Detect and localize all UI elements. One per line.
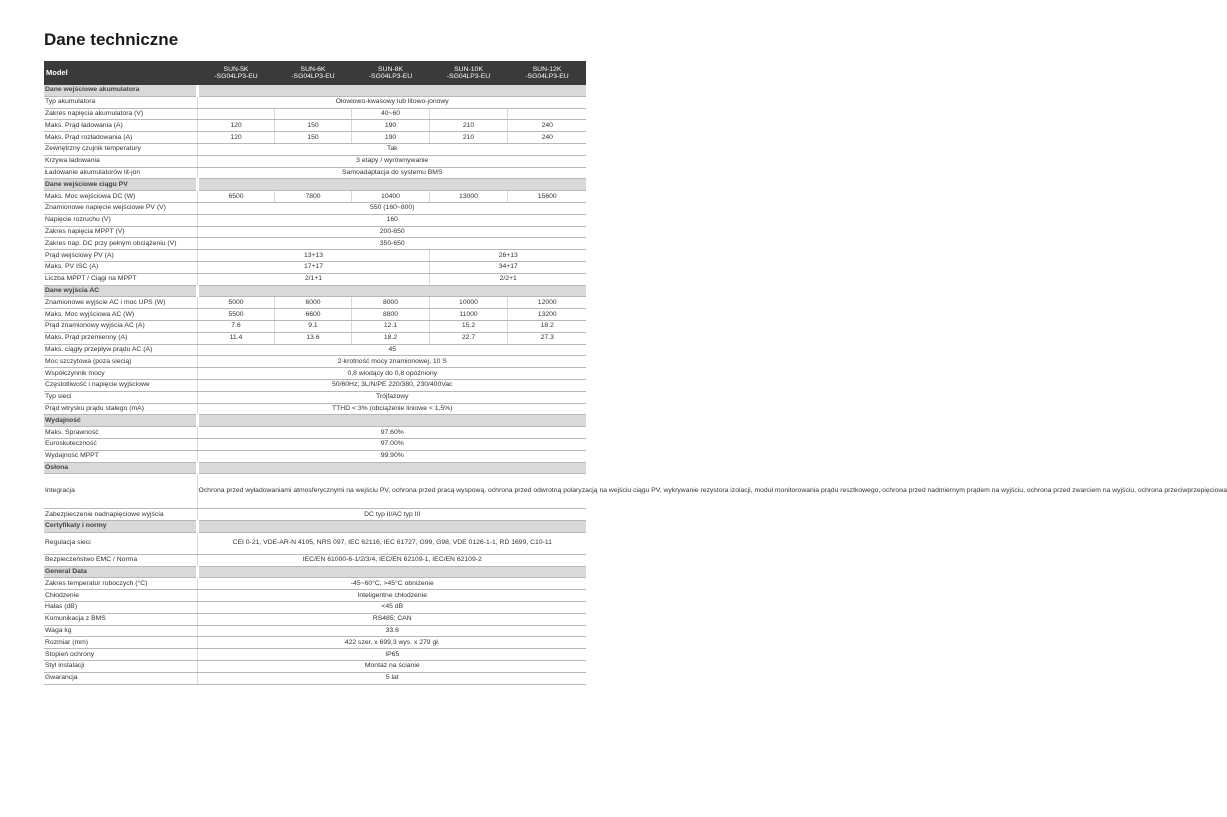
spec-row — [44, 309, 586, 321]
spec-row — [44, 297, 586, 309]
spec-row — [44, 403, 586, 415]
spec-value: IEC/EN 61000-6-1/2/3/4, IEC/EN 62109-1, IEC/EN 62109-2 — [197, 554, 586, 566]
spec-value: Inteligentne chłodzenie — [197, 590, 586, 602]
spec-row — [44, 661, 586, 673]
spec-value: 2/1+1 — [197, 273, 429, 285]
spec-row — [44, 96, 586, 108]
spec-label: Komunikacja z BMS — [44, 613, 197, 625]
spec-row — [44, 391, 586, 403]
model-column-header — [274, 61, 351, 85]
model-name-line: SUN-6K — [300, 65, 326, 73]
spec-value: 13200 — [507, 309, 586, 321]
spec-value: 12000 — [507, 297, 586, 309]
spec-value: 15600 — [507, 191, 586, 203]
header-row — [44, 61, 586, 85]
spec-label: Bezpieczeństwo EMC / Norma — [44, 554, 197, 566]
section-header-fill — [197, 285, 586, 297]
model-name-line: -SG04LP3-EU — [368, 73, 413, 80]
spec-label: Maks. Sprawność — [44, 427, 197, 439]
model-name-line: -SG04LP3-EU — [214, 73, 258, 80]
spec-label: Zabezpieczenie nadnapięciowe wyjścia — [44, 509, 197, 521]
spec-value: 8000 — [351, 297, 429, 309]
spec-value: IP65 — [197, 649, 586, 661]
spec-row — [44, 602, 586, 614]
spec-value: Samoadaptacja do systemu BMS — [197, 167, 586, 179]
spec-value: Trójfazowy — [197, 391, 586, 403]
spec-value: 10000 — [429, 297, 507, 309]
spec-value: 13.6 — [274, 332, 351, 344]
spec-row — [44, 637, 586, 649]
spec-row — [44, 356, 586, 368]
spec-value: 200-650 — [197, 226, 586, 238]
spec-row — [44, 450, 586, 462]
section-title: Dane wejściowe akumulatora — [44, 85, 197, 96]
spec-value: 210 — [429, 132, 507, 144]
spec-value: 6600 — [274, 309, 351, 321]
section-header-fill — [197, 521, 586, 533]
spec-value: 27.3 — [507, 332, 586, 344]
section-header-row — [44, 566, 586, 578]
spec-row — [44, 649, 586, 661]
spec-label: Typ sieci — [44, 391, 197, 403]
spec-value: 13+13 — [197, 250, 429, 262]
spec-label: Maks. PV ISC (A) — [44, 261, 197, 273]
model-column-header — [351, 61, 429, 85]
spec-value: 160 — [197, 214, 586, 226]
spec-value: 7800 — [274, 191, 351, 203]
section-header-row — [44, 285, 586, 297]
spec-value: 34+17 — [429, 261, 586, 273]
spec-row — [44, 368, 586, 380]
section-title: General Data — [44, 566, 197, 578]
model-name-line: -SG04LP3-EU — [525, 73, 569, 80]
spec-value: DC typ II/AC typ III — [197, 509, 586, 521]
spec-value: 18.2 — [351, 332, 429, 344]
model-name-line: -SG04LP3-EU — [291, 73, 335, 80]
spec-row — [44, 427, 586, 439]
spec-row — [44, 532, 586, 554]
spec-label: Znamionowe napięcie wejściowe PV (V) — [44, 202, 197, 214]
spec-label: Prąd znamionowy wyjścia AC (A) — [44, 320, 197, 332]
spec-value: 190 — [351, 120, 429, 132]
model-column-header — [429, 61, 507, 85]
spec-value: 11000 — [429, 309, 507, 321]
spec-label: Maks. Prąd przemienny (A) — [44, 332, 197, 344]
section-title: Certyfikaty i normy — [44, 521, 197, 533]
spec-label: Ładowanie akumulatorów lit-jon — [44, 167, 197, 179]
spec-label: Moc szczytowa (poza siecią) — [44, 356, 197, 368]
spec-row — [44, 578, 586, 590]
section-header-row — [44, 521, 586, 533]
model-name-line: SUN-8K — [378, 65, 403, 73]
spec-row — [44, 438, 586, 450]
spec-value: 97.60% — [197, 427, 586, 439]
spec-value: 11.4 — [197, 332, 274, 344]
section-title: Dane wyjścia AC — [44, 285, 197, 297]
spec-row — [44, 474, 586, 509]
spec-value: <45 dB — [197, 602, 586, 614]
spec-value: Ochrona przed wyładowaniami atmosferycznymi na wejściu PV, ochrona przed pracą wyspową, ochrona przed odwrotną polaryzacją na wejściu ciągu PV, wykrywanie rezystora izolacji, moduł monitorowania prądu resztkowego, ochrona przed nadmiernym prądem na wyjściu, ochrona przed zwarciem na wyjściu, ochrona przeciwprzepięciowa — [197, 474, 586, 509]
spec-value: 5500 — [197, 309, 274, 321]
spec-label: Zakres napięcia MPPT (V) — [44, 226, 197, 238]
spec-value: 550 (160~800) — [197, 202, 586, 214]
model-name-line: SUN-12K — [532, 65, 562, 73]
spec-label: Napięcie rozruchu (V) — [44, 214, 197, 226]
spec-label: Wydajność MPPT — [44, 450, 197, 462]
spec-value: TTHD < 3% (obciążenie liniowe < 1,5%) — [197, 403, 586, 415]
spec-label: Maks. Prąd ładowania (A) — [44, 120, 197, 132]
section-header-row — [44, 415, 586, 427]
spec-value: 3 etapy / wyrównywanie — [197, 155, 586, 167]
spec-value — [274, 108, 351, 120]
spec-label: Regulacja sieci — [44, 532, 197, 554]
spec-label: Liczba MPPT / Ciągi na MPPT — [44, 273, 197, 285]
spec-label: Krzywa ładowania — [44, 155, 197, 167]
spec-value: 120 — [197, 120, 274, 132]
spec-value: 33.6 — [197, 625, 586, 637]
spec-label: Stopień ochrony — [44, 649, 197, 661]
spec-label: Hałas (dB) — [44, 602, 197, 614]
model-column-header — [197, 61, 274, 85]
spec-table — [44, 61, 1227, 685]
spec-label: Gwarancja — [44, 672, 197, 684]
spec-label: Styl instalacji — [44, 661, 197, 673]
spec-value: 6500 — [197, 191, 274, 203]
spec-value: 99.90% — [197, 450, 586, 462]
spec-label: Częstotliwość i napięcie wyjściowe — [44, 379, 197, 391]
spec-label: Typ akumulatora — [44, 96, 197, 108]
spec-value: Montaż na ścianie — [197, 661, 586, 673]
section-header-fill — [197, 566, 586, 578]
spec-label: Zakres napięcia akumulatora (V) — [44, 108, 197, 120]
spec-value: 26+13 — [429, 250, 586, 262]
spec-value: 8800 — [351, 309, 429, 321]
spec-row — [44, 273, 586, 285]
spec-row — [44, 554, 586, 566]
spec-row — [44, 120, 586, 132]
spec-row — [44, 590, 586, 602]
spec-row — [44, 191, 586, 203]
spec-row — [44, 214, 586, 226]
model-name-line: SUN-5K — [223, 65, 249, 73]
spec-row — [44, 613, 586, 625]
spec-label: Znamionowe wyjście AC i moc UPS (W) — [44, 297, 197, 309]
spec-label: Maks. Prąd rozładowania (A) — [44, 132, 197, 144]
spec-row — [44, 143, 586, 155]
spec-value: 190 — [351, 132, 429, 144]
spec-label: Maks. Moc wejściowa DC (W) — [44, 191, 197, 203]
spec-row — [44, 202, 586, 214]
section-header-fill — [197, 462, 586, 474]
spec-label: Prąd wejściowy PV (A) — [44, 250, 197, 262]
spec-label: Rozmiar (mm) — [44, 637, 197, 649]
spec-value: CEI 0-21, VDE-AR-N 4105, NRS 097, IEC 62116, IEC 61727, G99, G98, VDE 0126-1-1, RD 1699, C10-11 — [197, 532, 586, 554]
spec-row — [44, 226, 586, 238]
model-name-line: -SG04LP3-EU — [446, 73, 491, 80]
spec-value: 40~60 — [351, 108, 429, 120]
spec-value: 97.00% — [197, 438, 586, 450]
section-header-row — [44, 85, 586, 96]
spec-value — [507, 108, 586, 120]
section-header-fill — [197, 415, 586, 427]
spec-value: Tak — [197, 143, 586, 155]
spec-value: Ołowiowo-kwasowy lub litowo-jonowy — [197, 96, 586, 108]
spec-label: Zewnętrzny czujnik temperatury — [44, 143, 197, 155]
spec-value: 13000 — [429, 191, 507, 203]
spec-value: 15.2 — [429, 320, 507, 332]
spec-value: 422 szer. x 699,3 wys. x 279 gł. — [197, 637, 586, 649]
model-name-line: SUN-10K — [454, 65, 483, 73]
page-title: Dane techniczne — [44, 30, 179, 49]
spec-row — [44, 250, 586, 262]
section-title: Dane wejściowe ciągu PV — [44, 179, 197, 191]
spec-label: Zakres nap. DC przy pełnym obciążeniu (V) — [44, 238, 197, 250]
spec-row — [44, 672, 586, 684]
section-header-fill — [197, 179, 586, 191]
spec-value: 12.1 — [351, 320, 429, 332]
spec-row — [44, 509, 586, 521]
spec-value: 240 — [507, 120, 586, 132]
spec-value: 9.1 — [274, 320, 351, 332]
spec-value: 10400 — [351, 191, 429, 203]
spec-value: 210 — [429, 120, 507, 132]
spec-value: 240 — [507, 132, 586, 144]
spec-value: 0,8 wiodący do 0,8 opóźniony — [197, 368, 586, 380]
spec-label: Euroskuteczność — [44, 438, 197, 450]
spec-value: 22.7 — [429, 332, 507, 344]
spec-value: RS485; CAN — [197, 613, 586, 625]
section-title: Wydajność — [44, 415, 197, 427]
spec-row — [44, 238, 586, 250]
spec-body — [44, 85, 1227, 684]
spec-value: 7.6 — [197, 320, 274, 332]
spec-value — [429, 108, 507, 120]
spec-label: Waga kg — [44, 625, 197, 637]
spec-value: 2/2+1 — [429, 273, 586, 285]
spec-value: 150 — [274, 132, 351, 144]
spec-value: 6000 — [274, 297, 351, 309]
spec-value: 18.2 — [507, 320, 586, 332]
spec-row — [44, 261, 586, 273]
section-title: Osłona — [44, 462, 197, 474]
spec-value: 350-650 — [197, 238, 586, 250]
spec-value: 150 — [274, 120, 351, 132]
spec-row — [44, 379, 586, 391]
spec-label: Zakres temperatur roboczych (°C) — [44, 578, 197, 590]
spec-label: Chłodzenie — [44, 590, 197, 602]
spec-label: Prąd wtrysku prądu stałego (mA) — [44, 403, 197, 415]
spec-row — [44, 155, 586, 167]
spec-row — [44, 167, 586, 179]
spec-label: Maks. Moc wyjściowa AC (W) — [44, 309, 197, 321]
spec-row — [44, 625, 586, 637]
spec-value: 2-krotność mocy znamionowej, 10 S — [197, 356, 586, 368]
spec-label: Współczynnik mocy — [44, 368, 197, 380]
spec-value: 50/60Hz; 3L/N/PE 220/380, 230/400Vac — [197, 379, 586, 391]
spec-value: 45 — [197, 344, 586, 356]
model-header-label: Model — [44, 61, 197, 85]
spec-value — [197, 108, 274, 120]
model-column-header — [507, 61, 586, 85]
spec-value: 120 — [197, 132, 274, 144]
spec-value: 17+17 — [197, 261, 429, 273]
spec-row — [44, 132, 586, 144]
spec-row — [44, 320, 586, 332]
section-header-row — [44, 462, 586, 474]
spec-value: 5 lat — [197, 672, 586, 684]
spec-label: Maks. ciągły przepływ prądu AC (A) — [44, 344, 197, 356]
spec-row — [44, 344, 586, 356]
spec-row — [44, 108, 586, 120]
spec-value: 5000 — [197, 297, 274, 309]
spec-label: Integracja — [44, 474, 197, 509]
section-header-fill — [197, 85, 586, 96]
section-header-row — [44, 179, 586, 191]
spec-row — [44, 332, 586, 344]
spec-value: -45~60°C, >45°C obniżenie — [197, 578, 586, 590]
